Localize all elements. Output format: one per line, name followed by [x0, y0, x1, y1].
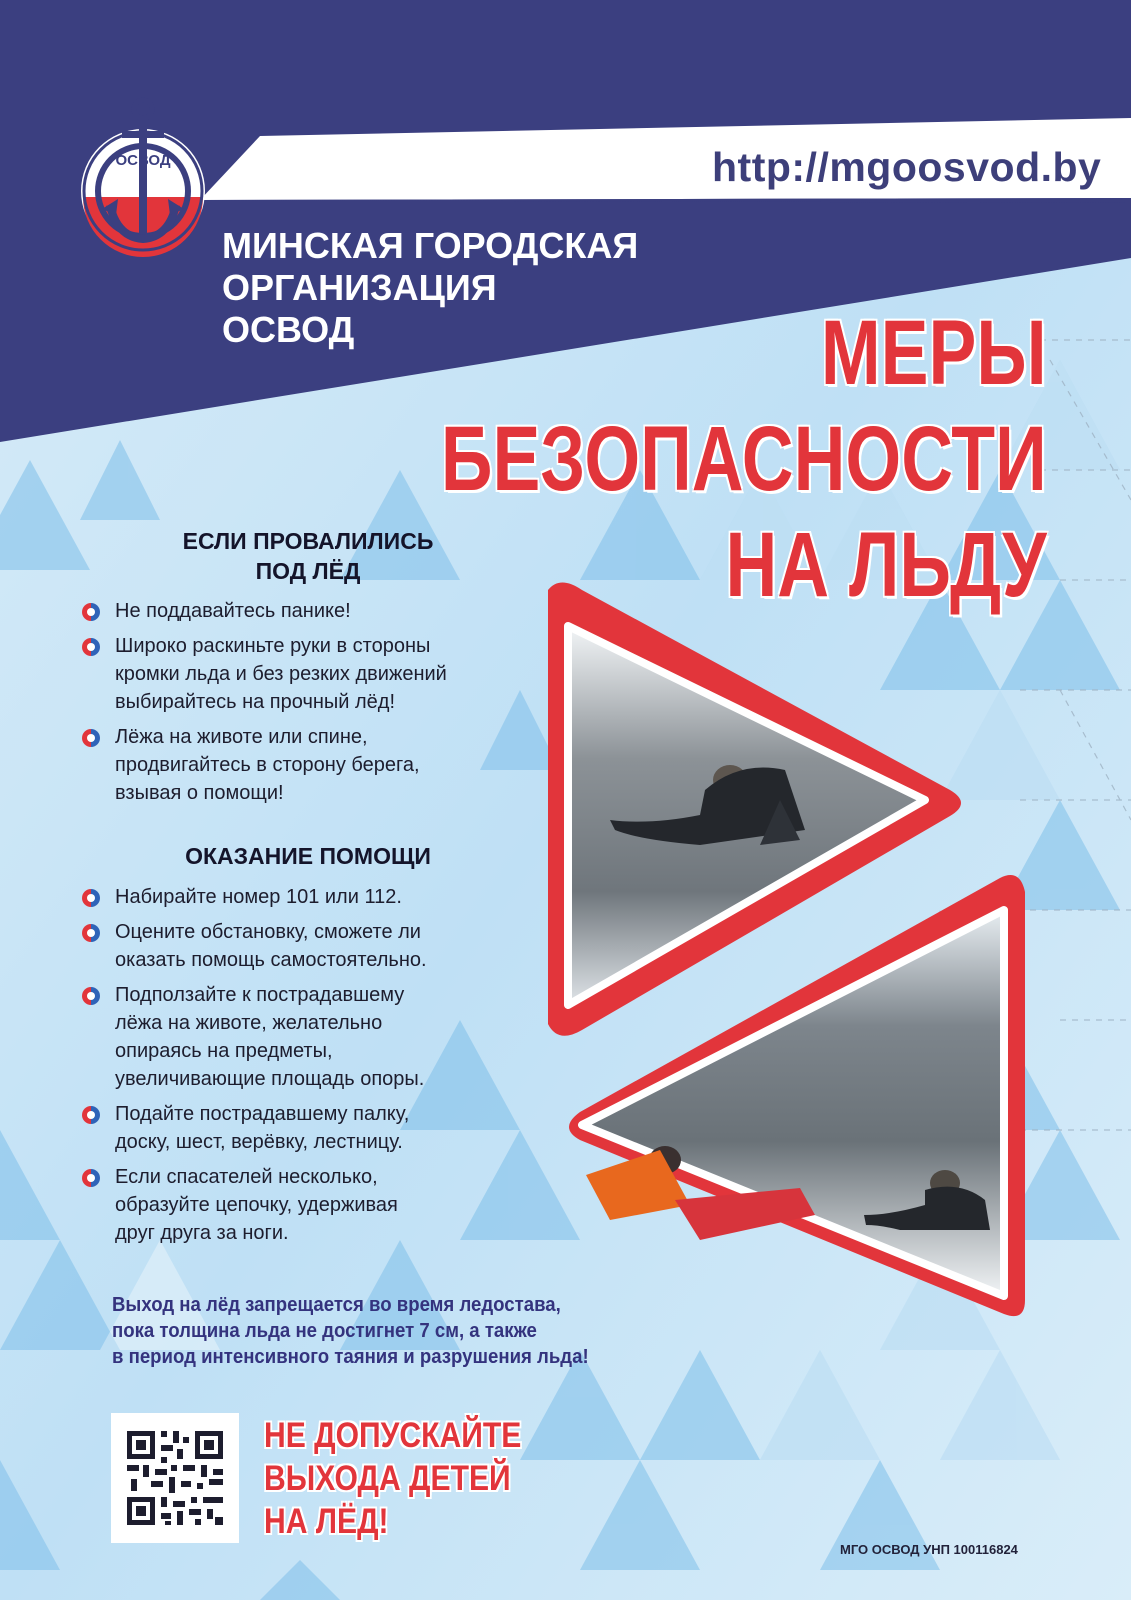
org-line: ОСВОД	[222, 309, 355, 350]
bullet-icon	[82, 603, 100, 621]
poster-title	[441, 300, 1047, 618]
qr-code[interactable]	[111, 1413, 239, 1543]
logo-text: ОСВОД	[115, 152, 171, 169]
title-line: БЕЗОПАСНОСТИ	[441, 408, 1047, 510]
list-item: Широко раскиньте руки в стороны кромки льда и без резких движений выбирайтесь на прочный лёд!	[82, 632, 542, 716]
list-item: Если спасателей несколько, образуйте цепочку, удерживая друг друга за ноги.	[82, 1163, 542, 1247]
bullet-icon	[82, 1169, 100, 1187]
list-item: Подайте пострадавшему палку, доску, шест, верёвку, лестницу.	[82, 1100, 542, 1156]
fell-through-list	[82, 597, 542, 814]
org-line: МИНСКАЯ ГОРОДСКАЯ	[222, 225, 639, 266]
list-item: Лёжа на животе или спине, продвигайтесь в сторону берега, взывая о помощи!	[82, 723, 542, 807]
assistance-list	[82, 883, 542, 1254]
section-heading-assistance: ОКАЗАНИЕ ПОМОЩИ	[185, 843, 431, 869]
list-item: Не поддавайтесь панике!	[82, 597, 542, 625]
list-item: Подползайте к пострадавшему лёжа на животе, желательно опираясь на предметы, увеличивающие площадь опоры.	[82, 981, 542, 1093]
bullet-icon	[82, 889, 100, 907]
ice-warning: Выход на лёд запрещается во время ледостава, пока толщина льда не достигнет 7 см, а также в период интенсивного таяния и разрушения льда!	[112, 1294, 589, 1368]
list-item: Набирайте номер 101 или 112.	[82, 883, 542, 911]
bullet-icon	[82, 987, 100, 1005]
title-line: НА ЛЬДУ	[725, 514, 1047, 616]
bullet-icon	[82, 729, 100, 747]
org-line: ОРГАНИЗАЦИЯ	[222, 267, 497, 308]
website-url[interactable]: http://mgoosvod.by	[712, 144, 1102, 190]
list-item: Оцените обстановку, сможете ли оказать помощь самостоятельно.	[82, 918, 542, 974]
kids-warning: НЕ ДОПУСКАЙТЕ ВЫХОДА ДЕТЕЙ НА ЛЁД!	[264, 1416, 522, 1541]
section-heading-fell-through: ЕСЛИ ПРОВАЛИЛИСЬ ПОД ЛЁД	[182, 528, 434, 584]
footer-registration: МГО ОСВОД УНП 100116824	[840, 1542, 1018, 1557]
bullet-icon	[82, 1106, 100, 1124]
osvod-logo	[72, 87, 214, 257]
bullet-icon	[82, 638, 100, 656]
bullet-icon	[82, 924, 100, 942]
title-line: МЕРЫ	[821, 302, 1047, 404]
